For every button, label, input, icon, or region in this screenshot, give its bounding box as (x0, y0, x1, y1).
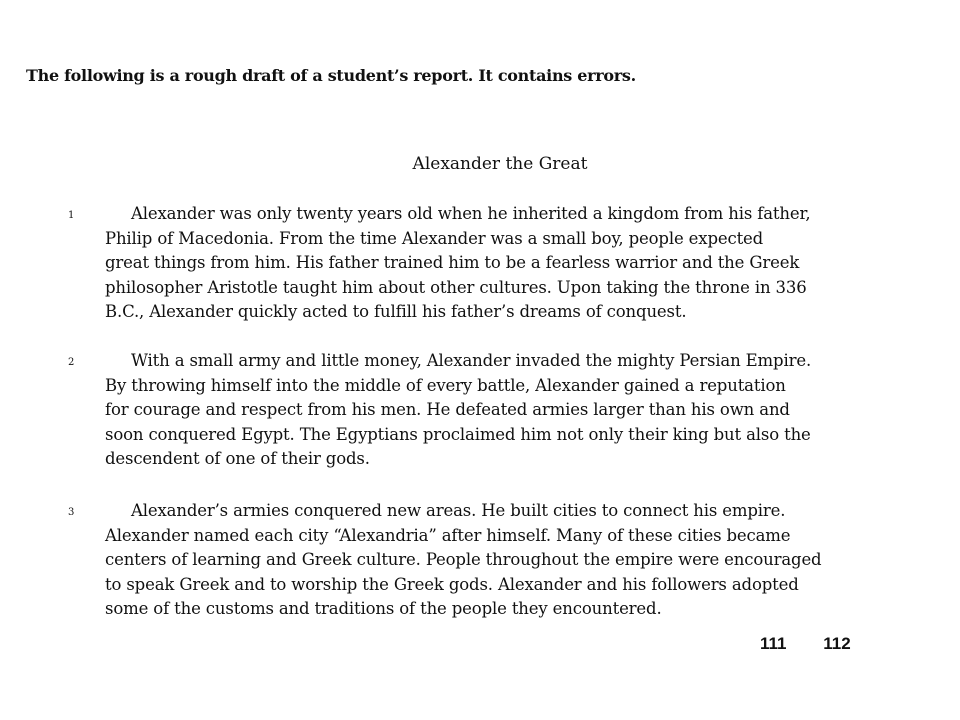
paragraph-number: 1 (68, 210, 75, 221)
intro-instruction: The following is a rough draft of a student’s report. It contains errors. (26, 66, 636, 85)
paragraph-number: 2 (68, 357, 75, 368)
paragraph-line: great things from him. His father trained him to be a fearless warrior and the Greek (105, 253, 800, 272)
paragraph-line: centers of learning and Greek culture. People throughout the empire were encouraged (105, 550, 822, 569)
paragraph-line: philosopher Aristotle taught him about other cultures. Upon taking the throne in 336 (105, 277, 807, 297)
paragraph-line: B.C., Alexander quickly acted to fulfill his father’s dreams of conquest. (105, 302, 687, 321)
paragraph-line: Alexander named each city “Alexandria” after himself. Many of these cities became (105, 525, 791, 545)
paragraph-line: to speak Greek and to worship the Greek gods. Alexander and his followers adopted (105, 574, 799, 594)
paragraph-line: Alexander was only twenty years old when he inherited a kingdom from his father, (131, 204, 811, 223)
page-number: 112 (823, 634, 851, 653)
paragraph-line: for courage and respect from his men. He defeated armies larger than his own and (105, 400, 790, 419)
paragraph-line: some of the customs and traditions of the people they encountered. (105, 599, 662, 618)
paragraph-number: 3 (68, 507, 75, 518)
paragraph-line: Alexander’s armies conquered new areas. He built cities to connect his empire. (131, 501, 786, 520)
paragraph-line: Philip of Macedonia. From the time Alexander was a small boy, people expected (105, 228, 764, 248)
paragraph-line: descendent of one of their gods. (105, 449, 370, 468)
paragraph-line: With a small army and little money, Alexander invaded the mighty Persian Empire. (131, 351, 812, 370)
paragraph-line: soon conquered Egypt. The Egyptians proclaimed him not only their king but also the (105, 424, 811, 444)
report-title: Alexander the Great (412, 154, 588, 174)
paragraph-line: By throwing himself into the middle of every battle, Alexander gained a reputation (105, 375, 786, 395)
paragraph-2 (105, 349, 935, 472)
paragraph-3 (105, 499, 935, 622)
page-number: 111 (760, 634, 787, 653)
page-numbers (760, 634, 851, 654)
paragraph-1 (105, 202, 935, 325)
